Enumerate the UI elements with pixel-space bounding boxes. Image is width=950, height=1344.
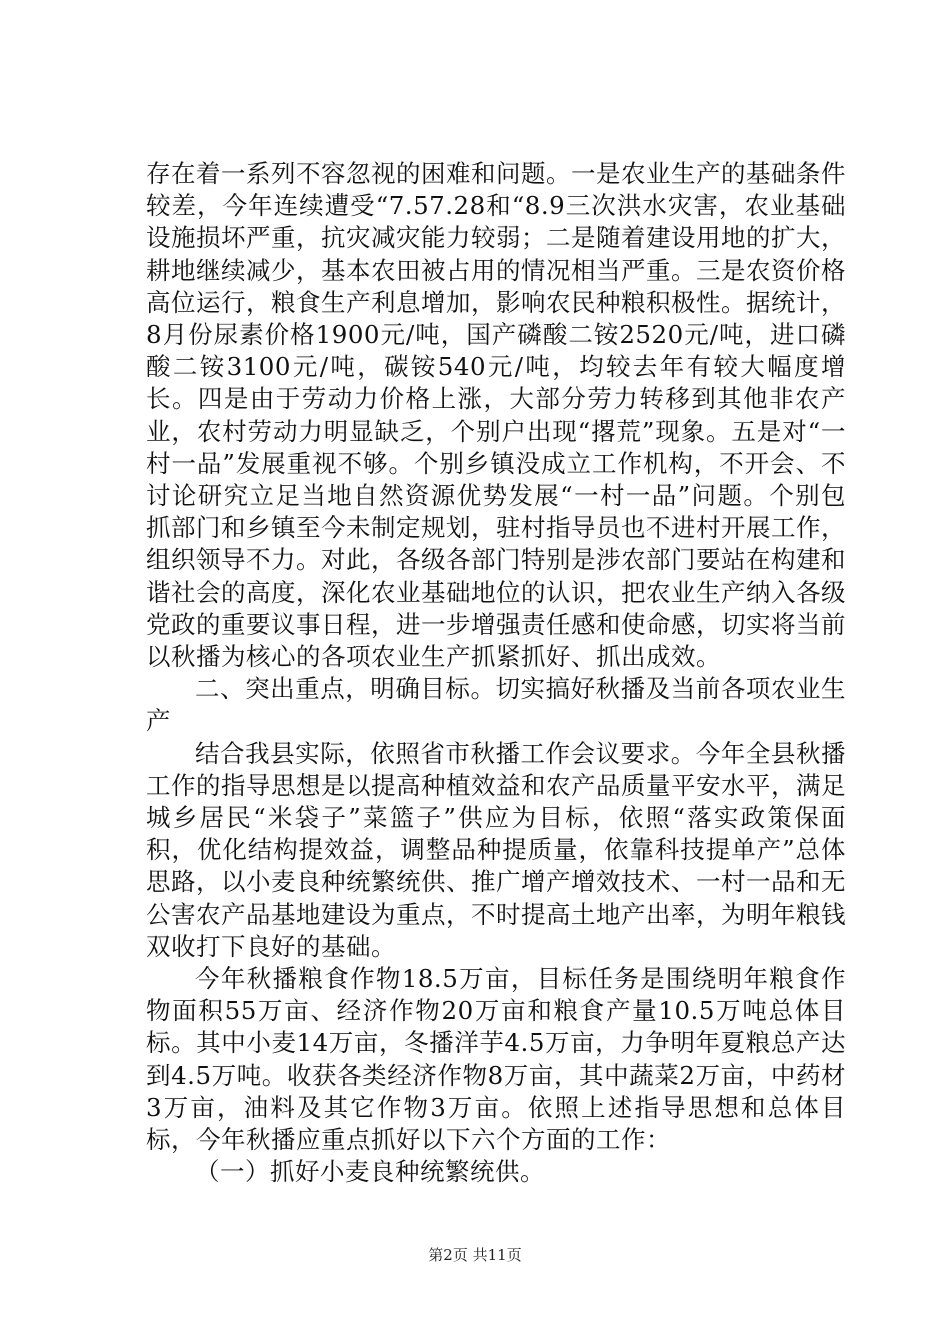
subsection-heading-one: （一）抓好小麦良种统繁统供。 [195, 1157, 545, 1187]
document-body [146, 158, 846, 1189]
page-number-footer: 第2页 共11页 [428, 1246, 522, 1264]
section-heading-two: 二、突出重点，明确目标。切实搞好秋播及当前各项农业生产 [146, 674, 846, 736]
paragraph-difficulties: 存在着一系列不容忽视的困难和问题。一是农业生产的基础条件较差，今年连续遭受“7.57.28和“8.9三次洪水灾害，农业基础设施损坏严重，抗灾减灾能力较弱；二是随着建设用地的扩大，耕地继续减少，基本农田被占用的情况相当严重。三是农资价格高位运行，粮食生产利息增加，影响农民种粮积极性。据统计，8月份尿素价格1900元/吨，国产磷酸二铵2520元/吨，进口磷酸二铵3100元/吨，碳铵540元/吨，均较去年有较大幅度增长。四是由于劳动力价格上涨，大部分劳力转移到其他非农产业，农村劳动力明显缺乏，个别户出现“撂荒”现象。五是对“一村一品”发展重视不够。个别乡镇没成立工作机构，不开会、不讨论研究立足当地自然资源优势发展“一村一品”问题。个别包抓部门和乡镇至今未制定规划，驻村指导员也不进村开展工作，组织领导不力。对此，各级各部门特别是涉农部门要站在构建和谐社会的高度，深化农业基础地位的认识，把农业生产纳入各级党政的重要议事日程，进一步增强责任感和使命感，切实将当前以秋播为核心的各项农业生产抓紧抓好、抓出成效。 [146, 159, 846, 672]
paragraph-guiding-thought: 结合我县实际，依照省市秋播工作会议要求。今年全县秋播工作的指导思想是以提高种植效益和农产品质量平安水平，满足城乡居民“米袋子”菜篮子”供应为目标，依照“落实政策保面积，优化结构提效益，调整品种提质量，依靠科技提单产”总体思路，以小麦良种统繁统供、推广增产增效技术、一村一品和无公害农产品基地建设为重点，不时提高土地产出率，为明年粮钱双收打下良好的基础。 [146, 738, 846, 961]
paragraph-targets: 今年秋播粮食作物18.5万亩，目标任务是围绕明年粮食作物面积55万亩、经济作物20万亩和粮食产量10.5万吨总体目标。其中小麦14万亩，冬播洋芋4.5万亩，力争明年夏粮总产达到4.5万吨。收获各类经济作物8万亩，其中蔬菜2万亩，中药材3万亩，油料及其它作物3万亩。依照上述指导思想和总体目标，今年秋播应重点抓好以下六个方面的工作： [146, 964, 846, 1155]
